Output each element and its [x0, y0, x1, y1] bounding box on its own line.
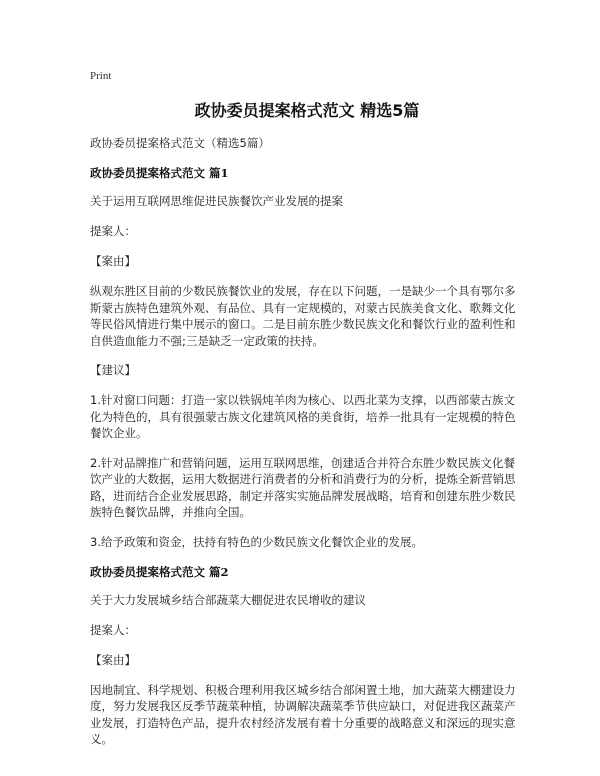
suggestion-item-3: 3.给予政策和资金，扶持有特色的少数民族文化餐饮企业的发展。 [90, 534, 423, 549]
section-1-proposer: 提案人： [90, 224, 136, 238]
print-label: Print [90, 70, 112, 82]
section-1-topic: 关于运用互联网思维促进民族餐饮产业发展的提案 [90, 194, 343, 208]
section-1-suggest-label: 【建议】 [90, 363, 136, 377]
section-2-heading: 政协委员提案格式范文 篇2 [90, 564, 229, 579]
section-1-case-label: 【案由】 [90, 254, 136, 268]
section-1-heading: 政协委员提案格式范文 篇1 [90, 166, 229, 180]
suggestion-item-2: 2.针对品牌推广和营销问题，运用互联网思维，创建适合并符合东胜少数民族文化餐饮产业的大数据，运用大数据进行消费者的分析和消费行为的分析，提炼全新营销思路，进而结合企业发展思路，制定并落实实施品牌发展战略，培育和创建东胜少数民族特色餐饮品牌，并推向全国。 [90, 455, 516, 519]
section-2-proposer: 提案人： [90, 622, 136, 637]
section-2-topic: 关于大力发展城乡结合部蔬菜大棚促进农民增收的建议 [90, 592, 366, 607]
page-title: 政协委员提案格式范文 精选5篇 [194, 101, 420, 120]
suggestion-item-1: 1.针对窗口问题：打造一家以铁锅炖羊肉为核心、以西北菜为支撑，以西部蒙古族文化为特色的，具有很强蒙古族文化建筑风格的美食街，培养一批具有一定规模的特色餐饮企业。 [90, 393, 516, 440]
section-2-case-text: 因地制宜、科学规划、积极合理利用我区城乡结合部闲置土地，加大蔬菜大棚建设力度，努力发展我区反季节蔬菜种植，协调解决蔬菜季节供应缺口，对促进我区蔬菜产业发展，打造特色产品，提升农村经济发展有着十分重要的战略意义和深远的现实意义。 [90, 682, 516, 746]
section-1-case-text: 纵观东胜区目前的少数民族餐饮业的发展，存在以下问题，一是缺少一个具有鄂尔多斯蒙古族特色建筑外观、有品位、具有一定规模的，对蒙古民族美食文化、歌舞文化等民俗风情进行集中展示的窗口。二是目前东胜少数民族文化和餐饮行业的盈利性和自供造血能力不强;三是缺乏一定政策的扶持。 [90, 284, 516, 348]
section-2-case-label: 【案由】 [90, 652, 136, 667]
document-subtitle: 政协委员提案格式范文（精选5篇） [90, 136, 270, 150]
